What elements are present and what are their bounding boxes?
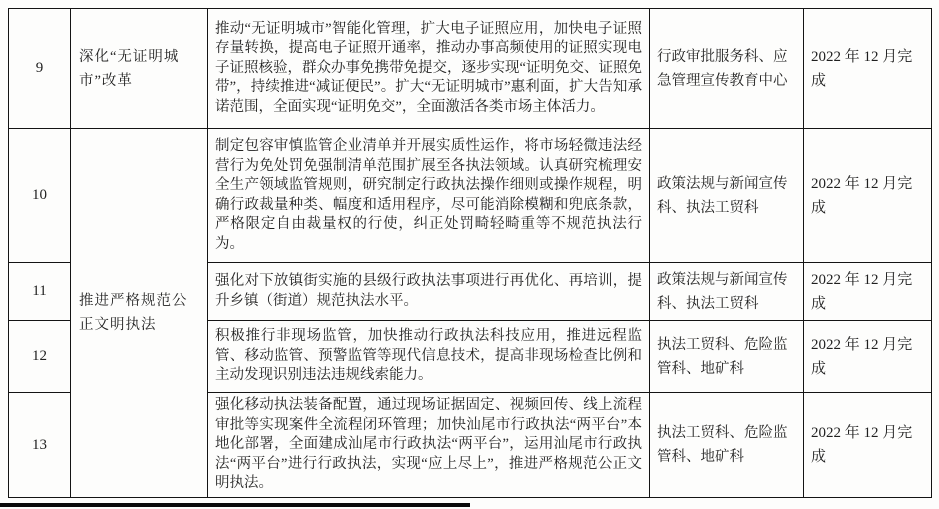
responsible-department: 行政审批服务科、应急管理宣传教育中心 <box>650 9 804 129</box>
task-description: 推动“无证明城市”智能化管理，扩大电子证照应用，加快电子证照存量转换，提高电子证照开通率，推动办事高频使用的证照实现电子证照核验，群众办事免携带免提交，逐步实现“证明免交、证照免带”，持续推进“减证便民”。扩大“无证明城市”惠利面，扩大告知承诺范围，全面实现“证明免交”，全面激活各类市场主体活力。 <box>208 9 650 129</box>
row-number: 11 <box>9 263 71 321</box>
responsible-department: 政策法规与新闻宣传科、执法工贸科 <box>650 129 804 263</box>
task-description: 强化移动执法装备配置，通过现场证据固定、视频回传、线上流程审批等实现案件全流程闭环管理；加快汕尾市行政执法“两平台”本地化部署，全面建成汕尾市行政执法“两平台”，运用汕尾市行政执法“两平台”进行行政执法，实现“应上尽上”，推进严格规范公正文明执法。 <box>208 393 650 498</box>
task-table <box>8 8 932 498</box>
completion-deadline: 2022 年 12 月完成 <box>804 321 932 393</box>
task-description: 强化对下放镇街实施的县级行政执法事项进行再优化、再培训，提升乡镇（街道）规范执法水平。 <box>208 263 650 321</box>
responsible-department: 执法工贸科、危险监管科、地矿科 <box>650 393 804 498</box>
table-row <box>9 129 932 263</box>
completion-deadline: 2022 年 12 月完成 <box>804 9 932 129</box>
responsible-department: 执法工贸科、危险监管科、地矿科 <box>650 321 804 393</box>
completion-deadline: 2022 年 12 月完成 <box>804 263 932 321</box>
task-description: 积极推行非现场监管，加快推动行政执法科技应用，推进远程监管、移动监管、预警监管等现代信息技术，提高非现场检查比例和主动发现识别违法违规线索能力。 <box>208 321 650 393</box>
row-number: 12 <box>9 321 71 393</box>
row-number: 10 <box>9 129 71 263</box>
table-row <box>9 9 932 129</box>
reform-category: 深化“无证明城市”改革 <box>71 9 208 129</box>
responsible-department: 政策法规与新闻宣传科、执法工贸科 <box>650 263 804 321</box>
completion-deadline: 2022 年 12 月完成 <box>804 129 932 263</box>
scan-edge-artifact <box>0 503 470 507</box>
reform-category-merged: 推进严格规范公正文明执法 <box>71 129 208 498</box>
task-description: 制定包容审慎监管企业清单并开展实质性运作，将市场轻微违法经营行为免处罚免强制清单范围扩展至各执法领域。认真研究梳理安全生产领域监管规则，研究制定行政执法操作细则或操作规程，明确行政裁量种类、幅度和适用程序，尽可能消除模糊和兜底条款，严格限定自由裁量权的行使，纠正处罚畸轻畸重等不规范执法行为。 <box>208 129 650 263</box>
row-number: 9 <box>9 9 71 129</box>
row-number: 13 <box>9 393 71 498</box>
completion-deadline: 2022 年 12 月完成 <box>804 393 932 498</box>
